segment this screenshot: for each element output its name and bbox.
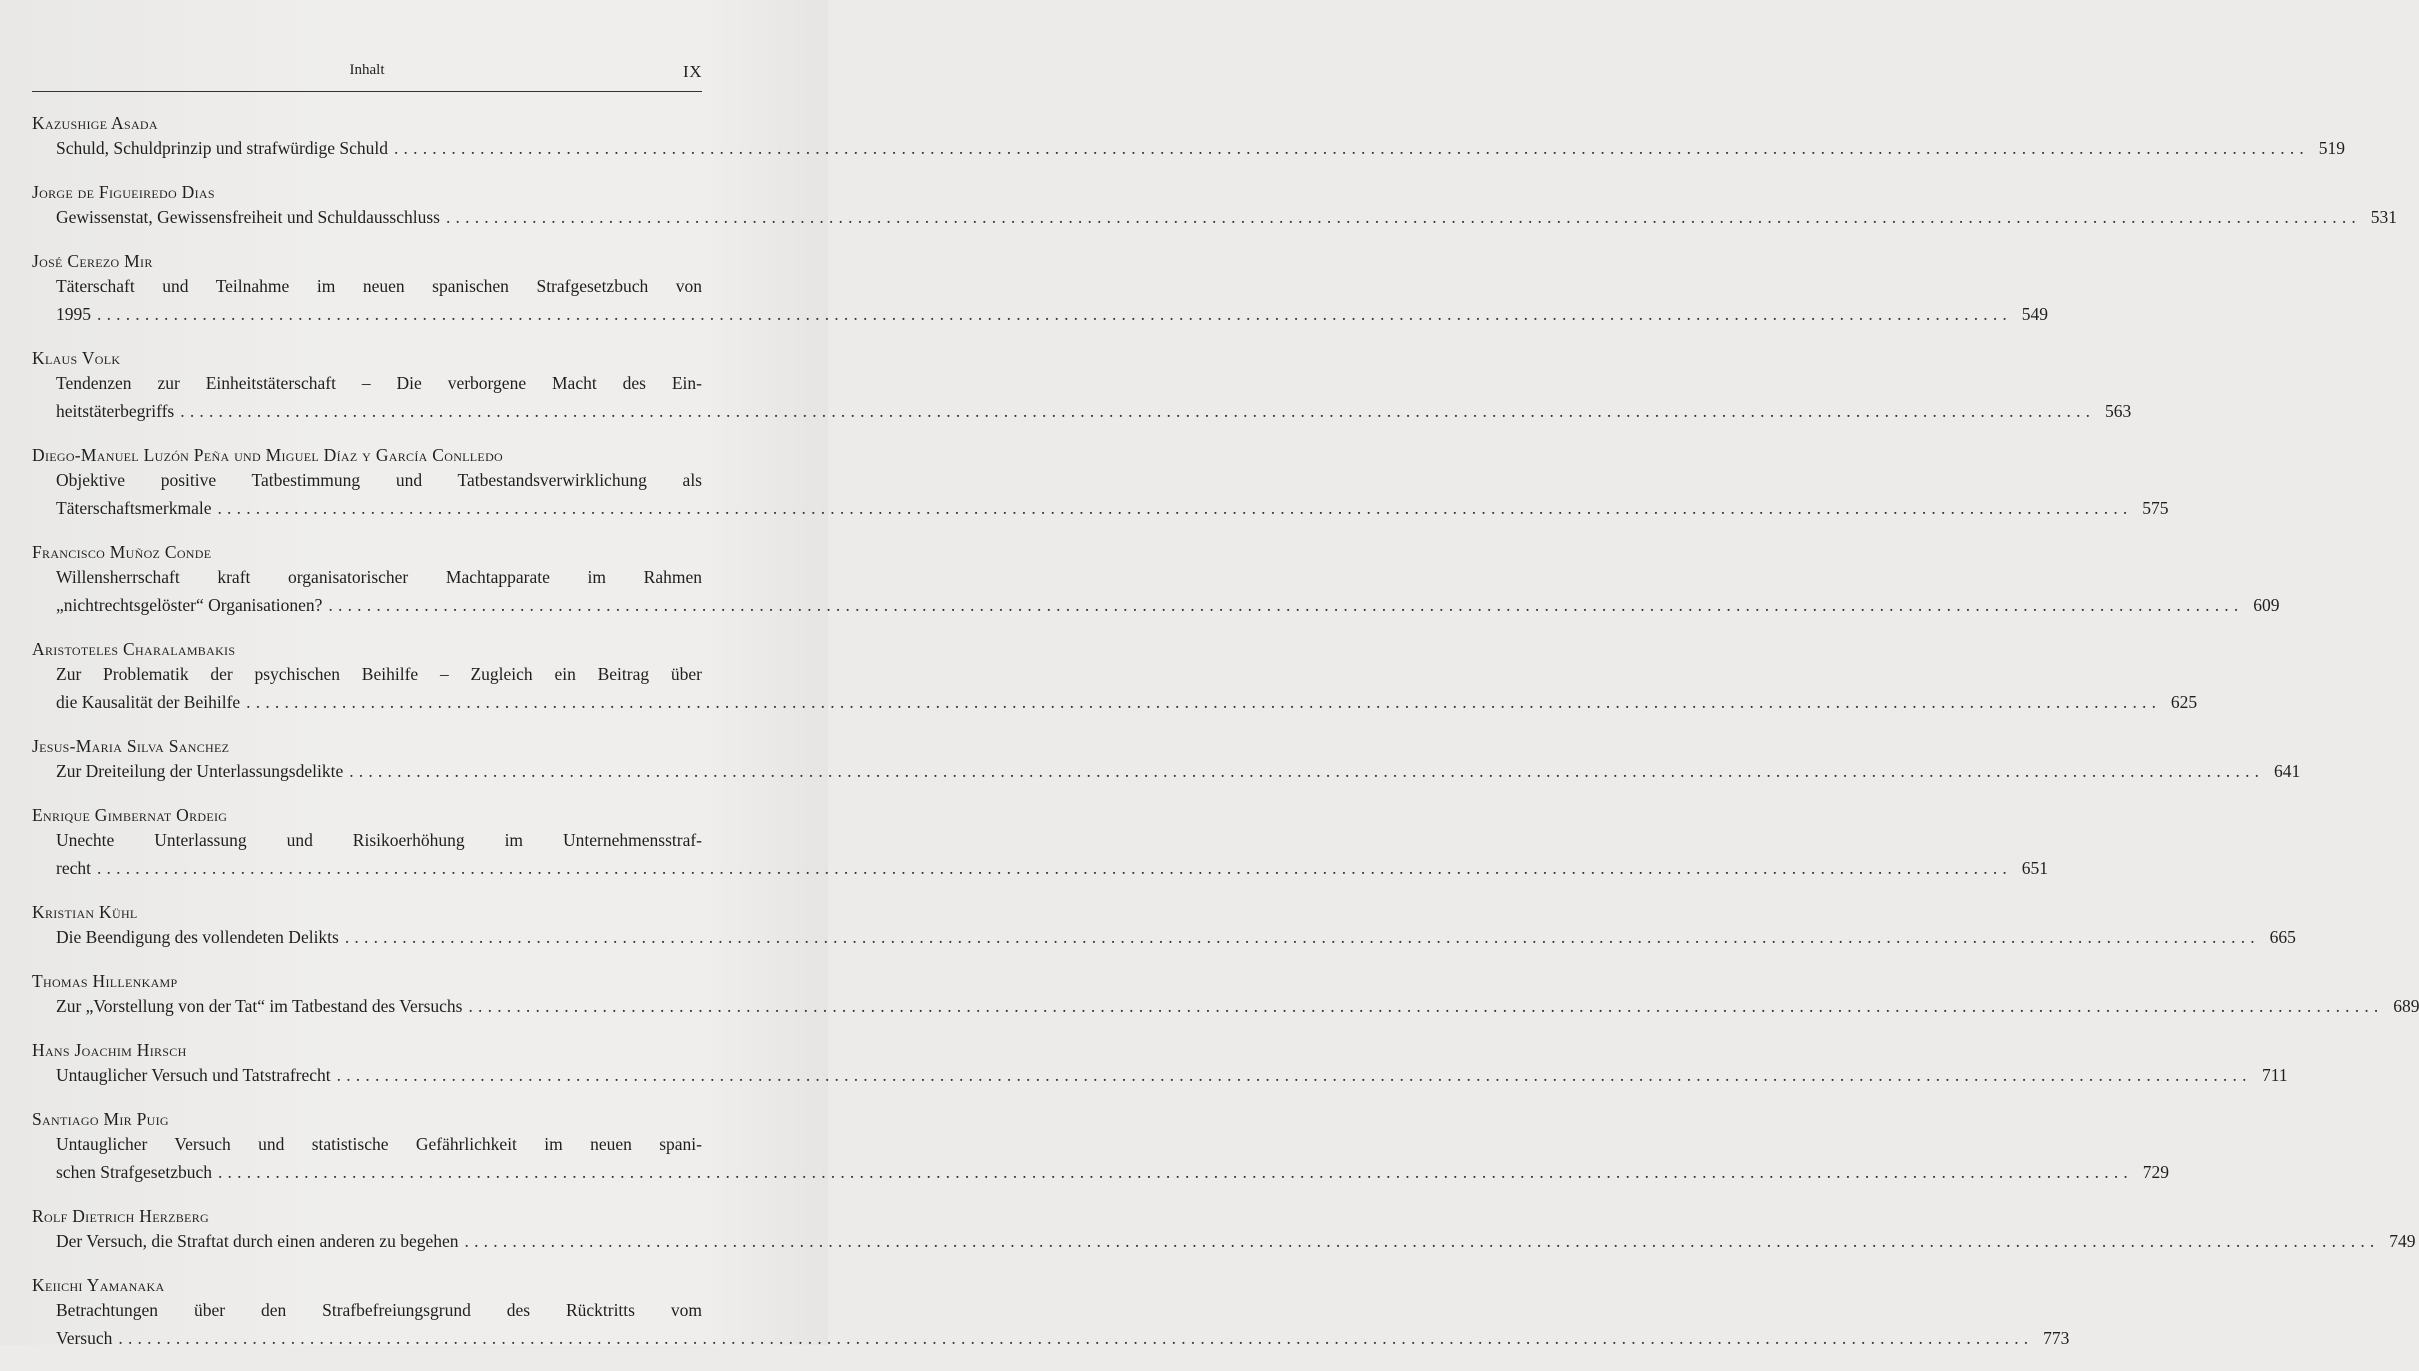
toc-title-last-line [56,688,2198,716]
toc-page-number: 651 [2021,858,2048,878]
toc-author: Kazushige Asada [32,113,158,133]
dot-leader: ........................................................................................................................................................................................................ [217,1162,2133,1182]
dot-leader: ........................................................................................................................................................................................................ [118,1328,2034,1348]
toc-author: Jorge de Figueiredo Dias [32,182,215,202]
toc-title-line: Willensherrschaft kraft organisatorischer Machtapparate im Rahmen [56,567,702,587]
dot-leader: ........................................................................................................................................................................................................ [96,858,2012,878]
toc-entry [32,1108,2169,1186]
toc-page-number: 531 [2370,207,2397,227]
dot-leader: ........................................................................................................................................................................................................ [180,401,2096,421]
toc-author: José Cerezo Mir [32,251,153,271]
toc-page-number: 575 [2142,498,2169,518]
toc-title-text: die Kausalität der Beihilfe [56,692,241,712]
toc-page-number: 711 [2262,1065,2288,1085]
toc-entry [32,638,2198,716]
toc-entry [32,735,2301,785]
toc-entry [32,970,2419,1020]
toc-title-last-line [56,1324,2070,1352]
toc-page-number: 625 [2170,692,2198,712]
toc-author: Aristoteles Charalambakis [32,639,236,659]
toc-title-last-line [56,1061,2288,1089]
toc-entry [32,250,2048,328]
toc-author: Jesus-Maria Silva Sanchez [32,736,230,756]
toc-title-text: Gewissenstat, Gewissensfreiheit und Schuldausschluss [56,207,440,227]
toc-entry [32,181,2397,231]
toc-page-number: 665 [2269,927,2296,947]
toc-entry [32,901,2296,951]
toc-page-number: 519 [2318,138,2345,158]
toc-entry [32,112,2345,162]
toc-author: Keiichi Yamanaka [32,1275,165,1295]
toc-entry [32,1274,2070,1352]
toc-title-text: heitstäterbegriffs [56,401,175,421]
toc-title-last-line [56,203,2397,231]
toc-title-text: Zur Dreiteilung der Unterlassungsdelikte [56,761,344,781]
toc-title-line: Täterschaft und Teilnahme im neuen spanischen Strafgesetzbuch von [56,276,702,296]
dot-leader: ........................................................................................................................................................................................................ [468,996,2384,1016]
toc-title-text: Der Versuch, die Straftat durch einen anderen zu begehen [56,1231,459,1251]
toc-title-line: Objektive positive Tatbestimmung und Tatbestandsverwirklichung als [56,470,702,490]
toc-author: Kristian Kühl [32,902,138,922]
toc-entry [32,444,2169,522]
toc-author: Hans Joachim Hirsch [32,1040,187,1060]
header-rule [32,91,702,92]
toc-title-last-line [56,1227,2416,1255]
dot-leader: ........................................................................................................................................................................................................ [464,1231,2380,1251]
toc-entry [32,347,2132,425]
toc-title-line: Untauglicher Versuch und statistische Gefährlichkeit im neuen spani- [56,1134,702,1154]
toc-author: Enrique Gimbernat Ordeig [32,805,228,825]
toc-page-number: 689 [2393,996,2419,1016]
toc-author: Thomas Hillenkamp [32,971,178,991]
dot-leader: ........................................................................................................................................................................................................ [344,927,2260,947]
toc-author: Santiago Mir Puig [32,1109,169,1129]
toc-page-number: 549 [2021,304,2048,324]
toc-title-text: „nichtrechtsgelöster“ Organisationen? [56,595,323,615]
toc-title-text: schen Strafgesetzbuch [56,1162,212,1182]
toc-entry [32,804,2048,882]
toc-title-text: 1995 [56,304,91,324]
running-head-title: Inhalt [349,62,385,78]
toc-title-last-line [56,992,2419,1020]
toc-title-text: recht [56,858,91,878]
dot-leader: ........................................................................................................................................................................................................ [97,304,2012,324]
toc-title-last-line [56,397,2132,425]
toc-title-last-line [56,757,2301,785]
toc-title-last-line [56,300,2048,328]
toc-page-number: 729 [2142,1162,2169,1182]
toc-author: Francisco Muñoz Conde [32,542,212,562]
toc-title-text: Zur „Vorstellung von der Tat“ im Tatbestand des Versuchs [56,996,463,1016]
dot-leader: ........................................................................................................................................................................................................ [336,1065,2252,1085]
toc-entry [32,541,2280,619]
toc-title-line: Betrachtungen über den Strafbefreiungsgrund des Rücktritts vom [56,1300,702,1320]
toc-author: Klaus Volk [32,348,121,368]
toc-page-number: 773 [2043,1328,2070,1348]
toc-title-last-line [56,923,2296,951]
toc-entry [32,1205,2416,1255]
toc-title-last-line [56,494,2169,522]
toc-page-number: 563 [2105,401,2132,421]
dot-leader: ........................................................................................................................................................................................................ [246,692,2162,712]
toc-author: Diego-Manuel Luzón Peña und Miguel Díaz y García Conlledo [32,445,503,465]
dot-leader: ........................................................................................................................................................................................................ [217,498,2133,518]
toc-title-text: Versuch [56,1328,113,1348]
dot-leader: ........................................................................................................................................................................................................ [328,595,2244,615]
toc-title-text: Die Beendigung des vollendeten Delikts [56,927,339,947]
toc-entries [32,112,2419,1371]
toc-title-last-line [56,134,2345,162]
toc-title-line: Zur Problematik der psychischen Beihilfe – Zugleich ein Beitrag über [56,664,702,684]
toc-author: Rolf Dietrich Herzberg [32,1206,209,1226]
dot-leader: ........................................................................................................................................................................................................ [393,138,2309,158]
toc-title-text: Untauglicher Versuch und Tatstrafrecht [56,1065,331,1085]
dot-leader: ........................................................................................................................................................................................................ [349,761,2265,781]
toc-title-line: Tendenzen zur Einheitstäterschaft – Die verborgene Macht des Ein- [56,373,702,393]
toc-title-last-line [56,591,2280,619]
toc-title-last-line [56,1158,2169,1186]
toc-title-text: Schuld, Schuldprinzip und strafwürdige Schuld [56,138,388,158]
toc-title-line: Unechte Unterlassung und Risikoerhöhung im Unternehmensstraf- [56,830,702,850]
toc-page-number: 749 [2389,1231,2416,1251]
running-head-page-number: IX [683,62,702,81]
dot-leader: ........................................................................................................................................................................................................ [445,207,2361,227]
toc-title-text: Täterschaftsmerkmale [56,498,212,518]
toc-page-number: 609 [2253,595,2280,615]
toc-title-last-line [56,854,2048,882]
toc-entry [32,1039,2288,1089]
toc-page-number: 641 [2273,761,2301,781]
